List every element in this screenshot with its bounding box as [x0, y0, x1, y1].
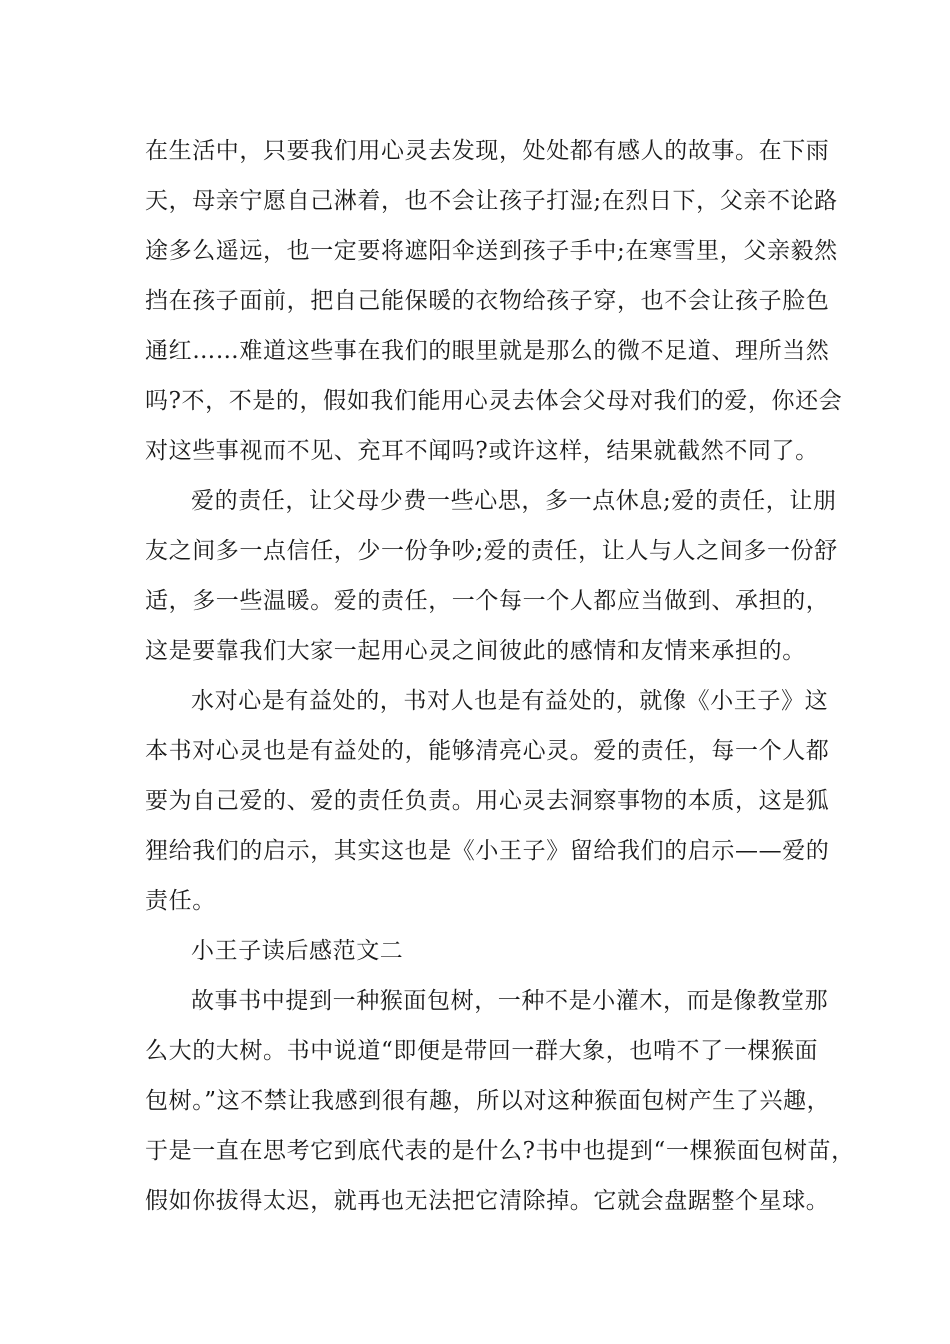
text-line: 责任。 — [145, 888, 216, 914]
text-line: 么大的大树。书中说道“即便是带回一群大象，也啃不了一棵猴面 — [145, 1038, 819, 1064]
text-line: 友之间多一点信任，少一份争吵;爱的责任，让人与人之间多一份舒 — [145, 538, 838, 564]
paragraph-start-line: 水对心是有益处的，书对人也是有益处的，就像《小王子》这 — [191, 688, 829, 714]
text-line: 挡在孩子面前，把自己能保暖的衣物给孩子穿，也不会让孩子脸色 — [145, 288, 830, 314]
text-line: 本书对心灵也是有益处的，能够清亮心灵。爱的责任，每一个人都 — [145, 738, 830, 764]
text-line: 在生活中，只要我们用心灵去发现，处处都有感人的故事。在下雨 — [145, 138, 830, 164]
text-line: 对这些事视而不见、充耳不闻吗?或许这样，结果就截然不同了。 — [145, 438, 819, 464]
text-line: 要为自己爱的、爱的责任负责。用心灵去洞察事物的本质，这是狐 — [145, 788, 830, 814]
section-heading: 小王子读后感范文二 — [191, 938, 404, 964]
text-line: 途多么遥远，也一定要将遮阳伞送到孩子手中;在寒雪里，父亲毅然 — [145, 238, 838, 264]
text-line: 适，多一些温暖。爱的责任，一个每一个人都应当做到、承担的， — [145, 588, 830, 614]
text-line: 包树。”这不禁让我感到很有趣，所以对这种猴面包树产生了兴趣， — [145, 1088, 831, 1114]
text-line: 吗?不，不是的，假如我们能用心灵去体会父母对我们的爱，你还会 — [145, 388, 843, 414]
text-line: 狸给我们的启示，其实这也是《小王子》留给我们的启示——爱的 — [145, 838, 830, 864]
text-line: 天，母亲宁愿自己淋着，也不会让孩子打湿;在烈日下，父亲不论路 — [145, 188, 838, 214]
text-line: 通红……难道这些事在我们的眼里就是那么的微不足道、理所当然 — [145, 338, 830, 364]
paragraph-start-line: 爱的责任，让父母少费一些心思，多一点休息;爱的责任，让朋 — [191, 488, 837, 514]
text-line: 于是一直在思考它到底代表的是什么?书中也提到“一棵猴面包树苗， — [145, 1138, 855, 1164]
paragraph-start-line: 故事书中提到一种猴面包树，一种不是小灌木，而是像教堂那 — [191, 988, 829, 1014]
text-line: 这是要靠我们大家一起用心灵之间彼此的感情和友情来承担的。 — [145, 638, 806, 664]
text-line: 假如你拔得太迟，就再也无法把它清除掉。它就会盘踞整个星球。 — [145, 1188, 830, 1214]
